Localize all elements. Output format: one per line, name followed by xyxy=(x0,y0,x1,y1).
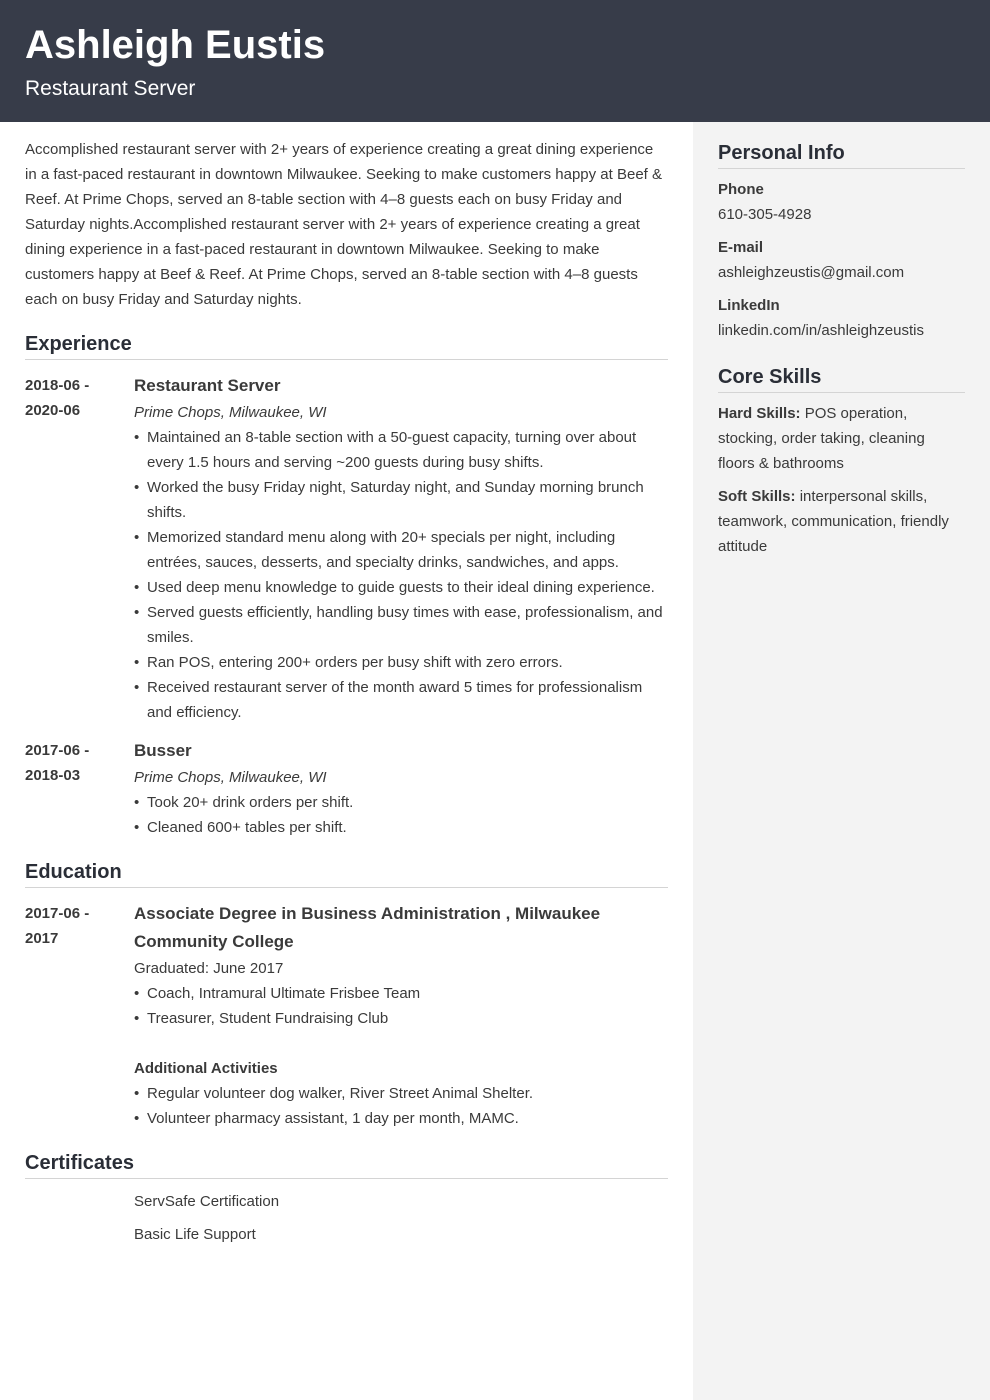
additional-activities-list xyxy=(134,1081,668,1131)
certificates-heading: Certificates xyxy=(25,1150,668,1179)
responsibility-list xyxy=(134,790,668,840)
entry-dates xyxy=(25,737,134,840)
candidate-name: Ashleigh Eustis xyxy=(25,23,326,67)
list-item: • Ran POS, entering 200+ orders per busy shift with zero errors. xyxy=(134,650,668,675)
degree-title: Associate Degree in Business Administration , Milwaukee Community College xyxy=(134,904,601,951)
list-item: • Worked the busy Friday night, Saturday night, and Sunday morning brunch shifts. xyxy=(134,475,668,525)
date-end: 2020-06 xyxy=(25,402,81,419)
list-item: • Served guests efficiently, handling busy times with ease, professionalism, and smiles. xyxy=(134,600,668,650)
linkedin-label: LinkedIn xyxy=(718,297,780,314)
experience-heading: Experience xyxy=(25,331,668,360)
linkedin-value: linkedin.com/in/ashleighzeustis xyxy=(718,322,924,339)
certificate-item: ServSafe Certification xyxy=(134,1193,280,1210)
main-column xyxy=(25,137,668,1255)
additional-activities-heading: Additional Activities xyxy=(134,1060,278,1077)
resume-header xyxy=(0,0,990,122)
phone-label: Phone xyxy=(718,181,764,198)
experience-entry xyxy=(25,737,668,840)
graduation-date: Graduated: June 2017 xyxy=(134,960,284,977)
list-item: • Regular volunteer dog walker, River Street Animal Shelter. xyxy=(134,1081,668,1106)
core-skills-heading: Core Skills xyxy=(718,364,965,393)
list-item: • Maintained an 8-table section with a 50-guest capacity, turning over about every 1.5 hours and serving ~200 guests during busy shifts. xyxy=(134,425,668,475)
job-title: Busser xyxy=(134,741,192,760)
sidebar xyxy=(693,122,990,1400)
list-item: • Cleaned 600+ tables per shift. xyxy=(134,815,668,840)
phone-value: 610-305-4928 xyxy=(718,206,812,223)
date-end: 2018-03 xyxy=(25,767,81,784)
soft-skills-label: Soft Skills: xyxy=(718,488,796,505)
email-value: ashleighzeustis@gmail.com xyxy=(718,264,905,281)
soft-skills xyxy=(718,484,965,559)
hard-skills xyxy=(718,401,965,476)
list-item: • Used deep menu knowledge to guide guests to their ideal dining experience. xyxy=(134,575,668,600)
date-start: 2017-06 - xyxy=(25,905,90,922)
education-entry xyxy=(25,900,668,1131)
entry-dates xyxy=(25,372,134,725)
date-end: 2017 xyxy=(25,930,59,947)
date-start: 2018-06 - xyxy=(25,377,90,394)
hard-skills-value: POS operation, stocking, order taking, cleaning floors & bathrooms xyxy=(718,405,925,472)
list-item: • Received restaurant server of the month award 5 times for professionalism and efficiency. xyxy=(134,675,668,725)
personal-info-heading: Personal Info xyxy=(718,140,965,169)
date-start: 2017-06 - xyxy=(25,742,90,759)
list-item: • Coach, Intramural Ultimate Frisbee Team xyxy=(134,981,668,1006)
education-heading: Education xyxy=(25,859,668,888)
email-label: E-mail xyxy=(718,239,764,256)
experience-entry xyxy=(25,372,668,725)
responsibility-list xyxy=(134,425,668,725)
certificates-list xyxy=(25,1189,668,1247)
job-title: Restaurant Server xyxy=(134,376,281,395)
list-item: • Took 20+ drink orders per shift. xyxy=(134,790,668,815)
certificate-item: Basic Life Support xyxy=(134,1226,256,1243)
summary-text: Accomplished restaurant server with 2+ years of experience creating a great dining experience in a fast-paced restaurant in downtown Milwaukee. Seeking to make customers happy at Beef & Reef. At Prime Chops, served an 8-table section with 4–8 guests each on busy Friday and Saturday nights.Accomplished restaurant server with 2+ years of experience creating a great dining experience in a fast-paced restaurant in downtown Milwaukee. Seeking to make customers happy at Beef & Reef. At Prime Chops, served an 8-table section with 4–8 guests each on busy Friday and Saturday nights. xyxy=(25,141,663,308)
entry-dates xyxy=(25,900,134,1131)
list-item: • Treasurer, Student Fundraising Club xyxy=(134,1006,668,1031)
employer: Prime Chops, Milwaukee, WI xyxy=(134,769,327,786)
hard-skills-label: Hard Skills: xyxy=(718,405,801,422)
soft-skills-value: interpersonal skills, teamwork, communication, friendly attitude xyxy=(718,488,949,555)
education-activities-list xyxy=(134,981,668,1031)
list-item: • Volunteer pharmacy assistant, 1 day per month, MAMC. xyxy=(134,1106,668,1131)
candidate-title: Restaurant Server xyxy=(25,77,196,100)
employer: Prime Chops, Milwaukee, WI xyxy=(134,404,327,421)
list-item: • Memorized standard menu along with 20+ specials per night, including entrées, sauces, desserts, and specialty drinks, sandwiches, and apps. xyxy=(134,525,668,575)
